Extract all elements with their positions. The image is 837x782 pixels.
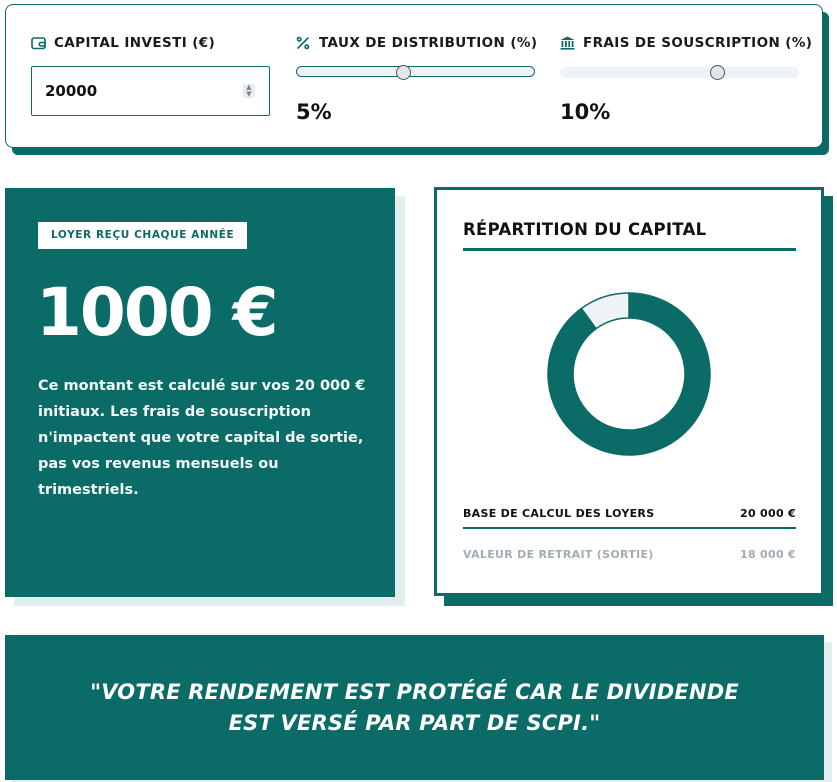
capital-input[interactable] (31, 66, 270, 116)
distribution-slider-thumb[interactable] (396, 65, 411, 80)
rent-badge: LOYER REÇU CHAQUE ANNÉE (38, 222, 247, 249)
distribution-value: 5% (296, 100, 332, 124)
percent-icon (296, 35, 312, 51)
distribution-label-text: TAUX DE DISTRIBUTION (%) (319, 35, 538, 51)
number-spinner[interactable] (243, 84, 255, 98)
split-card (434, 187, 824, 596)
input-panel (5, 4, 823, 148)
capital-donut-chart (546, 291, 712, 457)
fees-slider-thumb[interactable] (710, 65, 725, 80)
base-value: 20 000 € (740, 507, 796, 520)
chevron-down-icon[interactable]: ▼ (246, 90, 252, 98)
wallet-icon (31, 35, 47, 51)
split-title: RÉPARTITION DU CAPITAL (463, 220, 707, 239)
exit-row (463, 548, 796, 561)
rent-card (5, 188, 395, 597)
quote-text: "VOTRE RENDEMENT EST PROTÉGÉ CAR LE DIVIDENDE EST VERSÉ PAR PART DE SCPI." (90, 679, 739, 735)
exit-value: 18 000 € (740, 548, 796, 561)
distribution-label (296, 35, 537, 51)
distribution-slider[interactable] (296, 66, 535, 77)
quote-banner (5, 635, 824, 780)
fees-slider[interactable] (560, 67, 799, 78)
base-label: BASE DE CALCUL DES LOYERS (463, 507, 655, 520)
capital-input-value: 20000 (45, 82, 98, 100)
fees-value: 10% (560, 100, 611, 124)
rent-amount: 1000 € (36, 274, 277, 351)
fees-label-text: FRAIS DE SOUSCRIPTION (%) (583, 35, 813, 51)
exit-label: VALEUR DE RETRAIT (SORTIE) (463, 548, 654, 561)
chevron-up-icon[interactable]: ▲ (246, 83, 252, 91)
bank-icon (560, 35, 576, 51)
base-row (463, 507, 796, 520)
row-divider (463, 527, 796, 529)
capital-label-text: CAPITAL INVESTI (€) (54, 35, 216, 51)
title-divider (463, 248, 796, 251)
rent-description: Ce montant est calculé sur vos 20 000 € initiaux. Les frais de souscription n'impactent que votre capital de sortie, pas vos revenus mensuels ou trimestriels. (38, 378, 366, 498)
capital-label (31, 35, 215, 51)
fees-label (560, 35, 812, 51)
